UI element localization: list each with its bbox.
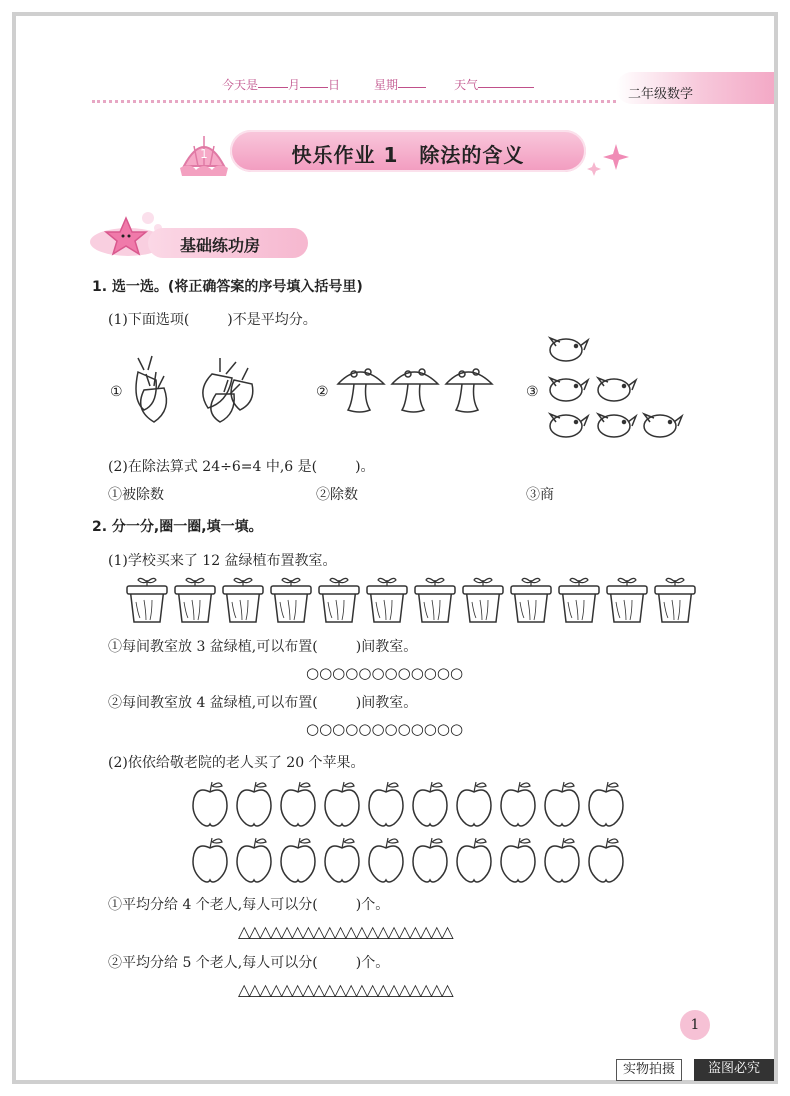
q2-p2: (2)依依给敬老院的老人买了 20 个苹果。: [108, 755, 365, 771]
triangles-row-a[interactable]: △△△△△△△△△△△△△△△△△△△△: [238, 922, 453, 941]
birds-image: [544, 334, 684, 444]
weekday-blank: [398, 76, 426, 88]
triangles-row-b[interactable]: △△△△△△△△△△△△△△△△△△△△: [238, 980, 453, 999]
potted-plants-row: [124, 574, 698, 626]
circles-row-a[interactable]: ○○○○○○○○○○○○: [306, 664, 464, 682]
q2-p2a-end: )个。: [355, 897, 390, 913]
q2-p2b-end: )个。: [355, 955, 390, 971]
q2-p1a-text: ①每间教室放 3 盆绿植,可以布置(: [108, 639, 318, 655]
page-number: 1: [680, 1010, 710, 1040]
q2-p1a-end: )间教室。: [355, 639, 418, 655]
q2-p2a-text: ①平均分给 4 个老人,每人可以分(: [108, 897, 318, 913]
lesson-title: [176, 126, 636, 178]
q1-sub1-end: )不是平均分。: [227, 312, 317, 328]
weekday-label: 星期: [374, 78, 399, 92]
option-1-label: ①: [110, 384, 123, 400]
q1-sub2: [108, 456, 375, 476]
choice-3: ③商: [526, 487, 554, 503]
weather-label: 天气: [454, 78, 479, 92]
q2-heading: 2. 分一分,圈一圈,填一填。: [92, 519, 263, 535]
section-label: 基础练功房: [180, 236, 261, 255]
q1-sub1-text: (1)下面选项(: [108, 312, 190, 328]
sparkle-icon: [586, 138, 636, 178]
watermark-copyright: 盗图必究: [694, 1059, 774, 1081]
mushrooms-image: [334, 360, 504, 420]
q2-p1b-end: )间教室。: [355, 695, 418, 711]
watermark-photo: 实物拍摄: [616, 1059, 682, 1081]
lesson-title-text: 快乐作业 1 除法的含义: [291, 143, 525, 167]
q2-p1b-text: ②每间教室放 4 盆绿植,可以布置(: [108, 695, 318, 711]
option-3-label: ③: [526, 384, 539, 400]
section-header: [86, 208, 316, 258]
today-label: 今天是: [222, 78, 259, 92]
q2-p1: (1)学校买来了 12 盆绿植布置教室。: [108, 553, 337, 569]
month-label: 月: [288, 78, 301, 92]
option-2-label: ②: [316, 384, 329, 400]
title-badge-number: 1: [200, 147, 208, 161]
q2-p2a: [108, 894, 389, 914]
apples-image: [190, 778, 634, 888]
q1-sub2-end: )。: [355, 459, 375, 475]
q1-heading: 1. 选一选。(将正确答案的序号填入括号里): [92, 279, 363, 295]
grade-label: 二年级数学: [628, 87, 694, 102]
q1-sub1: [108, 309, 317, 329]
q2-p1a: [108, 636, 417, 656]
header-dotted-divider: [92, 100, 616, 103]
q2-p2b: [108, 952, 389, 972]
month-blank: [258, 76, 288, 88]
circles-row-b[interactable]: ○○○○○○○○○○○○: [306, 720, 464, 738]
date-weather-line: [222, 76, 534, 93]
q2-p2b-text: ②平均分给 5 个老人,每人可以分(: [108, 955, 318, 971]
day-blank: [300, 76, 328, 88]
q2-p1b: [108, 692, 417, 712]
choice-1: ①被除数: [108, 487, 164, 503]
day-label: 日: [328, 78, 341, 92]
carrots-image: [124, 350, 264, 430]
choice-2: ②除数: [316, 487, 358, 503]
q1-sub2-text: (2)在除法算式 24÷6=4 中,6 是(: [108, 459, 318, 475]
weather-blank: [478, 76, 534, 88]
shell-icon: [176, 126, 232, 178]
